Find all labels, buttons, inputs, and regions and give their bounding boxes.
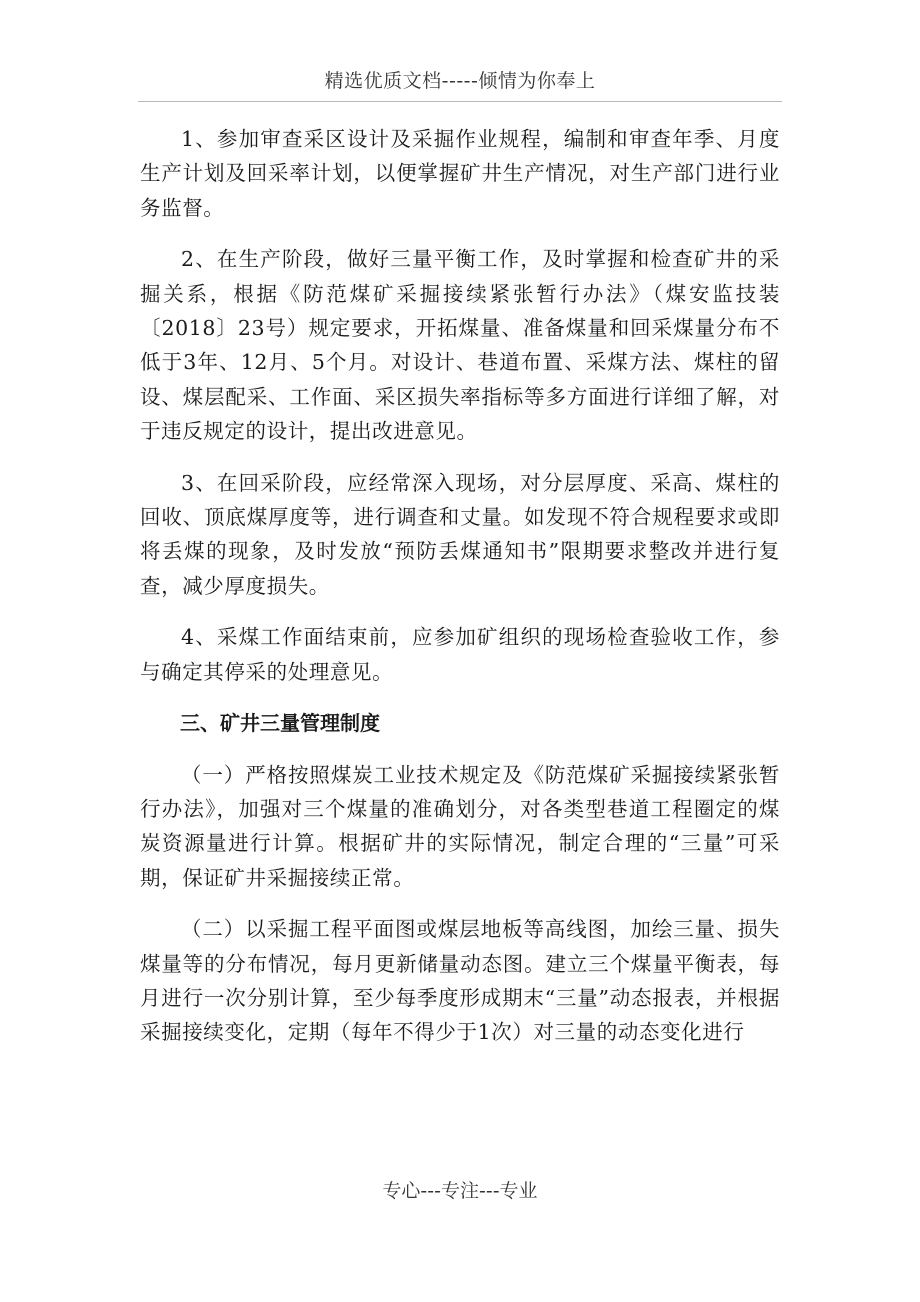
document-body <box>140 122 780 1067</box>
header-divider <box>138 101 782 102</box>
paragraph-item-4: 4、采煤工作面结束前，应参加矿组织的现场检查验收工作，参与确定其停采的处理意见。 <box>140 625 780 684</box>
paragraph-item-1: 1、参加审查采区设计及采掘作业规程，编制和审查年季、月度生产计划及回采率计划，以便掌握矿井生产情况，对生产部门进行业务监督。 <box>140 127 780 220</box>
page-header: 精选优质文档-----倾情为你奉上 <box>324 70 596 92</box>
section-heading: 三、矿井三量管理制度 <box>180 711 380 736</box>
page-footer: 专心---专注---专业 <box>382 1180 538 1202</box>
paragraph-item-3: 3、在回采阶段，应经常深入现场，对分层厚度、采高、煤柱的回收、顶底煤厚度等，进行调查和丈量。如发现不符合规程要求或即将丢煤的现象，及时发放“预防丢煤通知书”限期要求整改并进行复查，减少厚度损失。 <box>140 470 780 598</box>
paragraph-item-2: 2、在生产阶段，做好三量平衡工作，及时掌握和检查矿井的采掘关系，根据《防范煤矿采掘接续紧张暂行办法》（煤安监技装〔2018〕23号）规定要求，开拓煤量、准备煤量和回采煤量分布不低于3年、12月、5个月。对设计、巷道布置、采煤方法、煤柱的留设、煤层配采、工作面、采区损失率指标等多方面进行详细了解，对于违反规定的设计，提出改进意见。 <box>140 247 780 444</box>
section-paragraph-2: （二）以采掘工程平面图或煤层地板等高线图，加绘三量、损失煤量等的分布情况，每月更新储量动态图。建立三个煤量平衡表，每月进行一次分别计算，至少每季度形成期末“三量”动态报表，并根据采掘接续变化，定期（每年不得少于1次）对三量的动态变化进行 <box>140 917 780 1045</box>
section-paragraph-1: （一）严格按照煤炭工业技术规定及《防范煤矿采掘接续紧张暂行办法》，加强对三个煤量的准确划分，对各类型巷道工程圈定的煤炭资源量进行计算。根据矿井的实际情况，制定合理的“三量”可采期，保证矿井采掘接续正常。 <box>140 762 780 890</box>
